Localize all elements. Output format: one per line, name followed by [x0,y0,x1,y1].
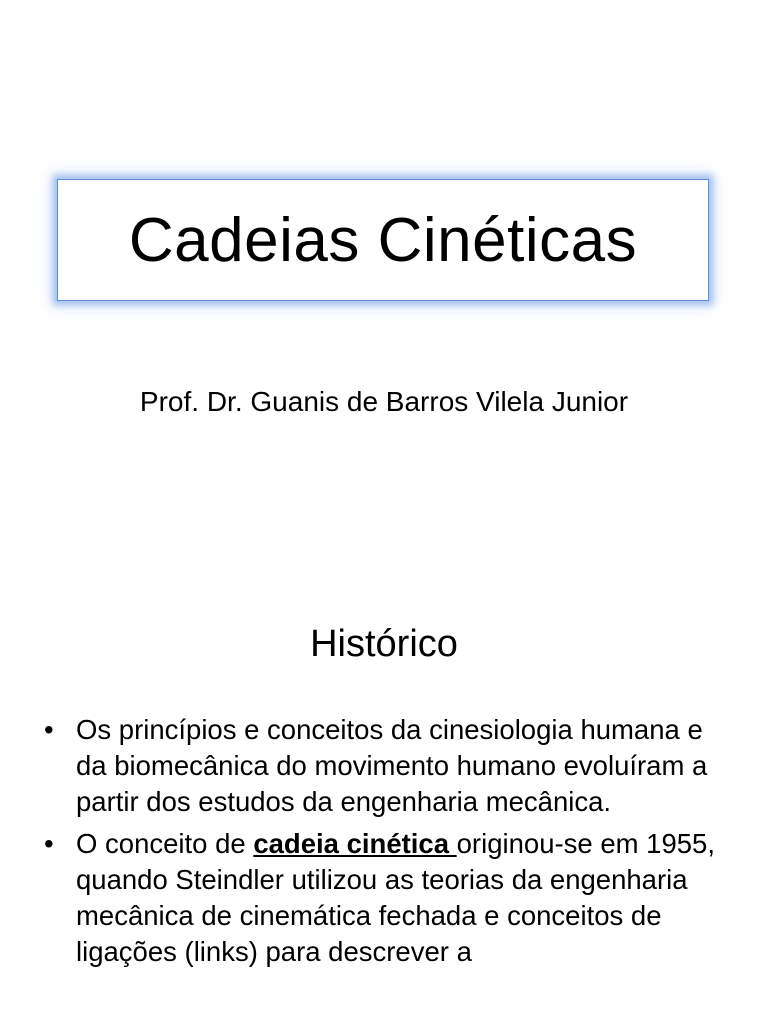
section-title: Histórico [310,623,458,665]
content-slide [0,576,768,1024]
bullet-icon: • [44,714,54,745]
bullet-text-before: O conceito de [76,828,254,859]
bullet-icon: • [44,828,54,859]
bullet-item [40,712,730,820]
slide-subtitle: Prof. Dr. Guanis de Barros Vilela Junior [139,386,629,417]
title-box [57,179,709,301]
bullet-text-after: originou-se em 1955, quando Steindler utilizou as teorias da engenharia mecânica de cinemática fechada e conceitos de ligações (links) para descrever a [76,828,715,967]
bullet-list [40,712,730,976]
slide-title: Cadeias Cinéticas [128,205,638,275]
bullet-text: Os princípios e conceitos da cinesiologia humana e da biomecânica do movimento humano evoluíram a partir dos estudos da engenharia mecânica. [76,714,708,817]
bullet-keyword: cadeia cinética [253,828,457,859]
bullet-item [40,826,730,970]
